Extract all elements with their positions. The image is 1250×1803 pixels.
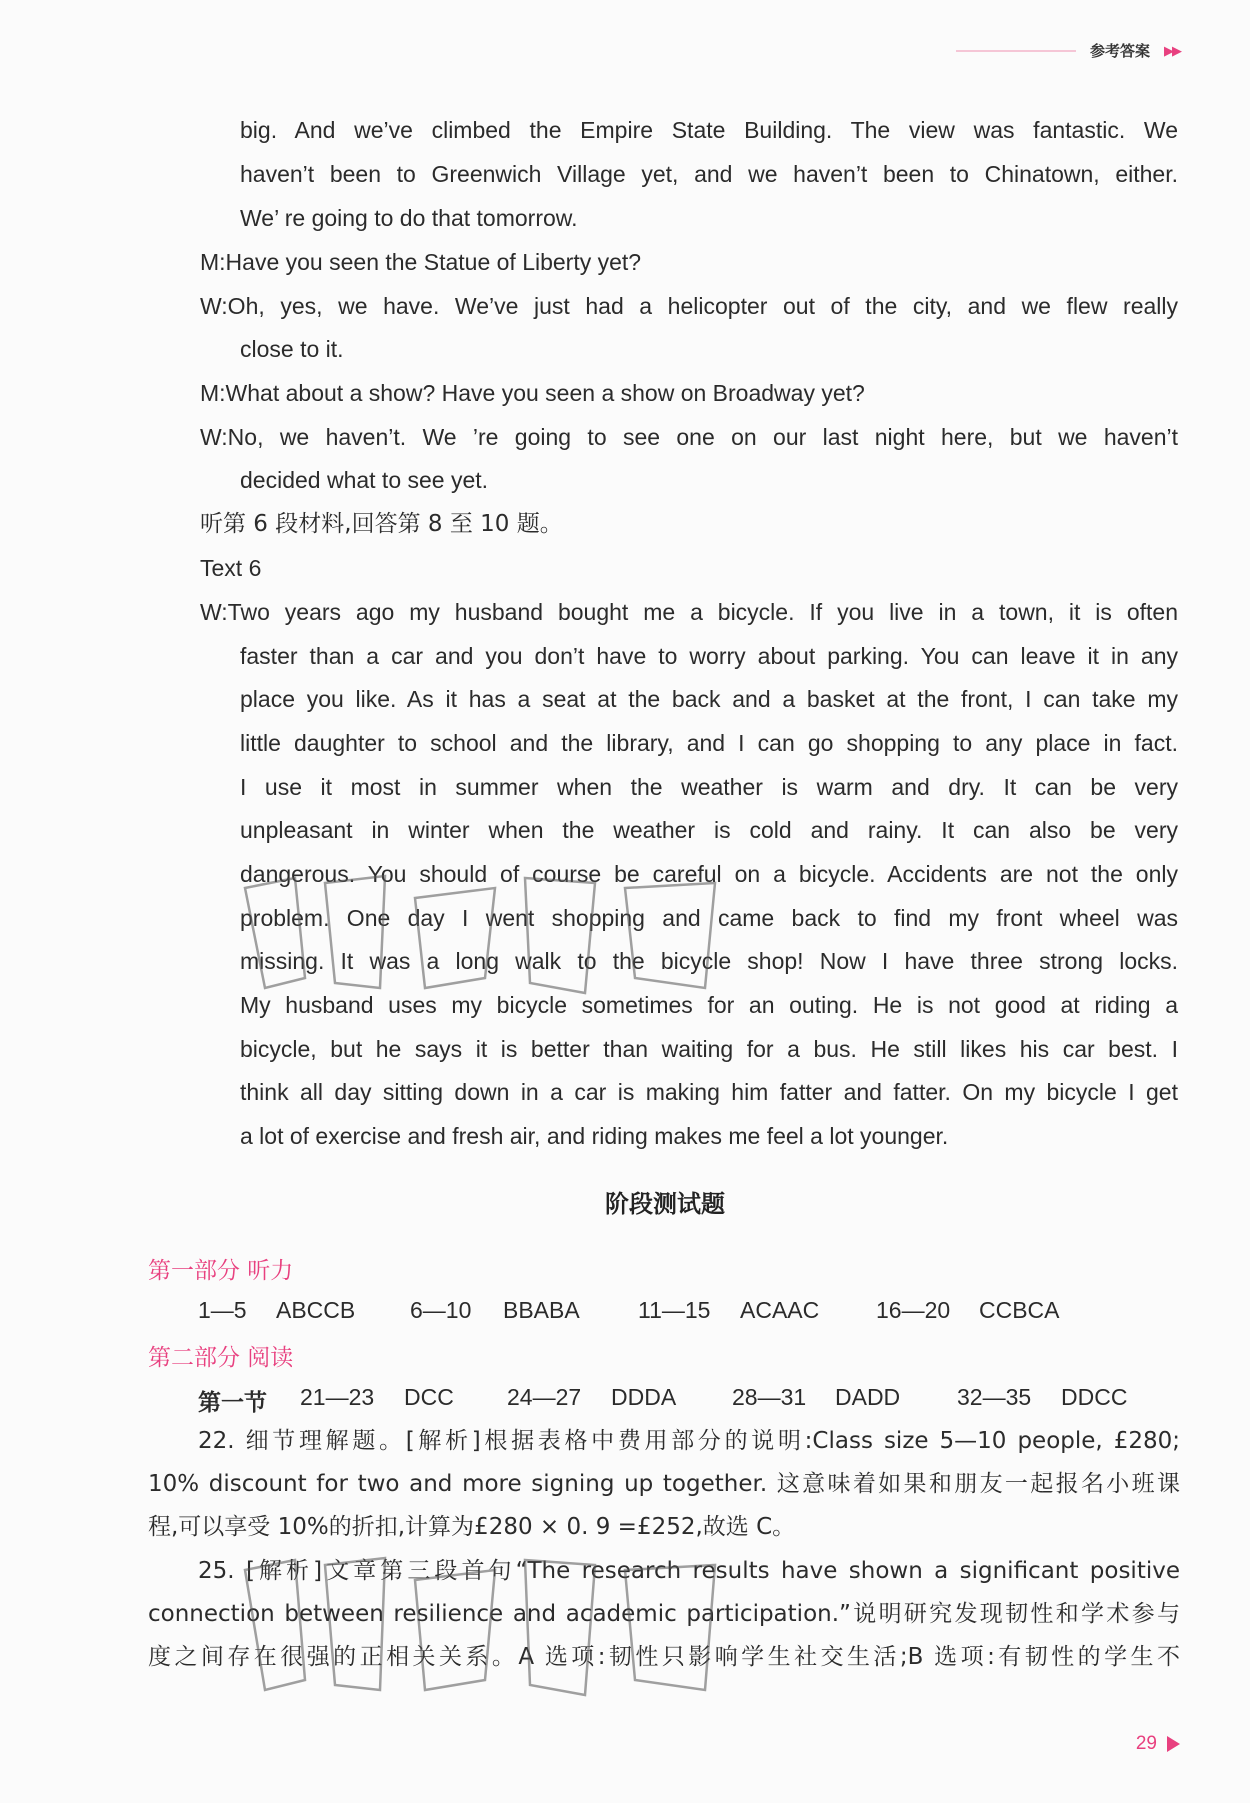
part1-heading: 第一部分 听力 — [148, 1258, 294, 1284]
part2-heading: 第二部分 阅读 — [148, 1345, 294, 1371]
answer-range: 28—31 — [732, 1384, 807, 1410]
answer-range: 24—27 — [507, 1384, 582, 1410]
transcript-line: W:Oh, yes, we have. We’ve just had a helicopter out of the city, and we flew really — [200, 293, 1178, 319]
section-title: 阶段测试题 — [605, 1189, 725, 1218]
explanation-line: 22. 细节理解题。[解析]根据表格中费用部分的说明:Class size 5—10 people, £280; — [198, 1428, 1180, 1454]
explanation-line: 程,可以享受 10%的折扣,计算为£280 × 0. 9 =£252,故选 C。 — [148, 1514, 796, 1540]
page-header — [956, 40, 1180, 61]
transcript-line: big. And we’ve climbed the Empire State Building. The view was fantastic. We — [240, 117, 1178, 143]
transcript-line: dangerous. You should of course be careful on a bicycle. Accidents are not the only — [240, 861, 1178, 887]
transcript-line: place you like. As it has a seat at the back and a basket at the front, I can take my — [240, 686, 1178, 712]
transcript-line: unpleasant in winter when the weather is cold and rainy. It can also be very — [240, 817, 1178, 843]
transcript-line: think all day sitting down in a car is making him fatter and fatter. On my bicycle I get — [240, 1079, 1178, 1105]
transcript-line: W:No, we haven’t. We ’re going to see one on our last night here, but we haven’t — [200, 424, 1178, 450]
transcript-line: close to it. — [240, 336, 344, 362]
transcript-line: little daughter to school and the library, and I can go shopping to any place in fact. — [240, 730, 1178, 756]
page-number: 29 — [1135, 1733, 1157, 1754]
double-arrow-icon: ▶▶ — [1164, 42, 1180, 58]
page-footer — [1136, 1733, 1180, 1755]
answer-range: 1—5 — [198, 1297, 247, 1323]
sub-heading: 第一节 — [198, 1390, 267, 1416]
instruction-line: 听第 6 段材料,回答第 8 至 10 题。 — [200, 511, 563, 537]
answer-value: DDCC — [1061, 1384, 1128, 1410]
answer-range: 21—23 — [300, 1384, 375, 1410]
transcript-line: bicycle, but he says it is better than waiting for a bus. He still likes his car best. I — [240, 1036, 1178, 1062]
transcript-line: a lot of exercise and fresh air, and riding makes me feel a lot younger. — [240, 1123, 949, 1149]
header-label: 参考答案 — [1089, 42, 1150, 60]
answer-range: 16—20 — [876, 1297, 951, 1323]
transcript-line: M:What about a show? Have you seen a show on Broadway yet? — [200, 380, 865, 406]
explanation-line: 度之间存在很强的正相关关系。A 选项:韧性只影响学生社交生活;B 选项:有韧性的学生不 — [148, 1644, 1180, 1670]
transcript-line: problem. One day I went shopping and came back to find my front wheel was — [240, 905, 1178, 931]
answer-range: 11—15 — [638, 1297, 711, 1323]
answer-value: DADD — [835, 1384, 901, 1410]
text6-title: Text 6 — [200, 555, 262, 581]
answer-value: ACAAC — [740, 1297, 820, 1323]
transcript-line: I use it most in summer when the weather is warm and dry. It can be very — [240, 774, 1178, 800]
answer-value: CCBCA — [979, 1297, 1060, 1323]
transcript-line: W:Two years ago my husband bought me a bicycle. If you live in a town, it is often — [200, 599, 1178, 625]
transcript-line: M:Have you seen the Statue of Liberty yet? — [200, 249, 642, 275]
explanation-line: 25. [解析]文章第三段首句“The research results have shown a significant positive — [198, 1558, 1180, 1584]
transcript-line: missing. It was a long walk to the bicycle shop! Now I have three strong locks. — [240, 948, 1178, 974]
answer-value: DCC — [404, 1384, 454, 1410]
answer-range: 6—10 — [410, 1297, 472, 1323]
header-rule — [956, 50, 1076, 52]
transcript-line: We’ re going to do that tomorrow. — [240, 205, 578, 231]
arrow-right-icon — [1167, 1736, 1180, 1752]
explanation-line: 10% discount for two and more signing up together. 这意味着如果和朋友一起报名小班课 — [148, 1471, 1180, 1497]
answer-value: ABCCB — [276, 1297, 356, 1323]
answer-value: BBABA — [503, 1297, 580, 1323]
transcript-line: faster than a car and you don’t have to worry about parking. You can leave it in any — [240, 643, 1178, 669]
answer-value: DDDA — [611, 1384, 677, 1410]
explanation-line: connection between resilience and academic participation.”说明研究发现韧性和学术参与 — [148, 1601, 1180, 1627]
answer-range: 32—35 — [957, 1384, 1032, 1410]
transcript-line: decided what to see yet. — [240, 467, 489, 493]
transcript-line: My husband uses my bicycle sometimes for an outing. He is not good at riding a — [240, 992, 1178, 1018]
transcript-line: haven’t been to Greenwich Village yet, and we haven’t been to Chinatown, either. — [240, 161, 1178, 187]
